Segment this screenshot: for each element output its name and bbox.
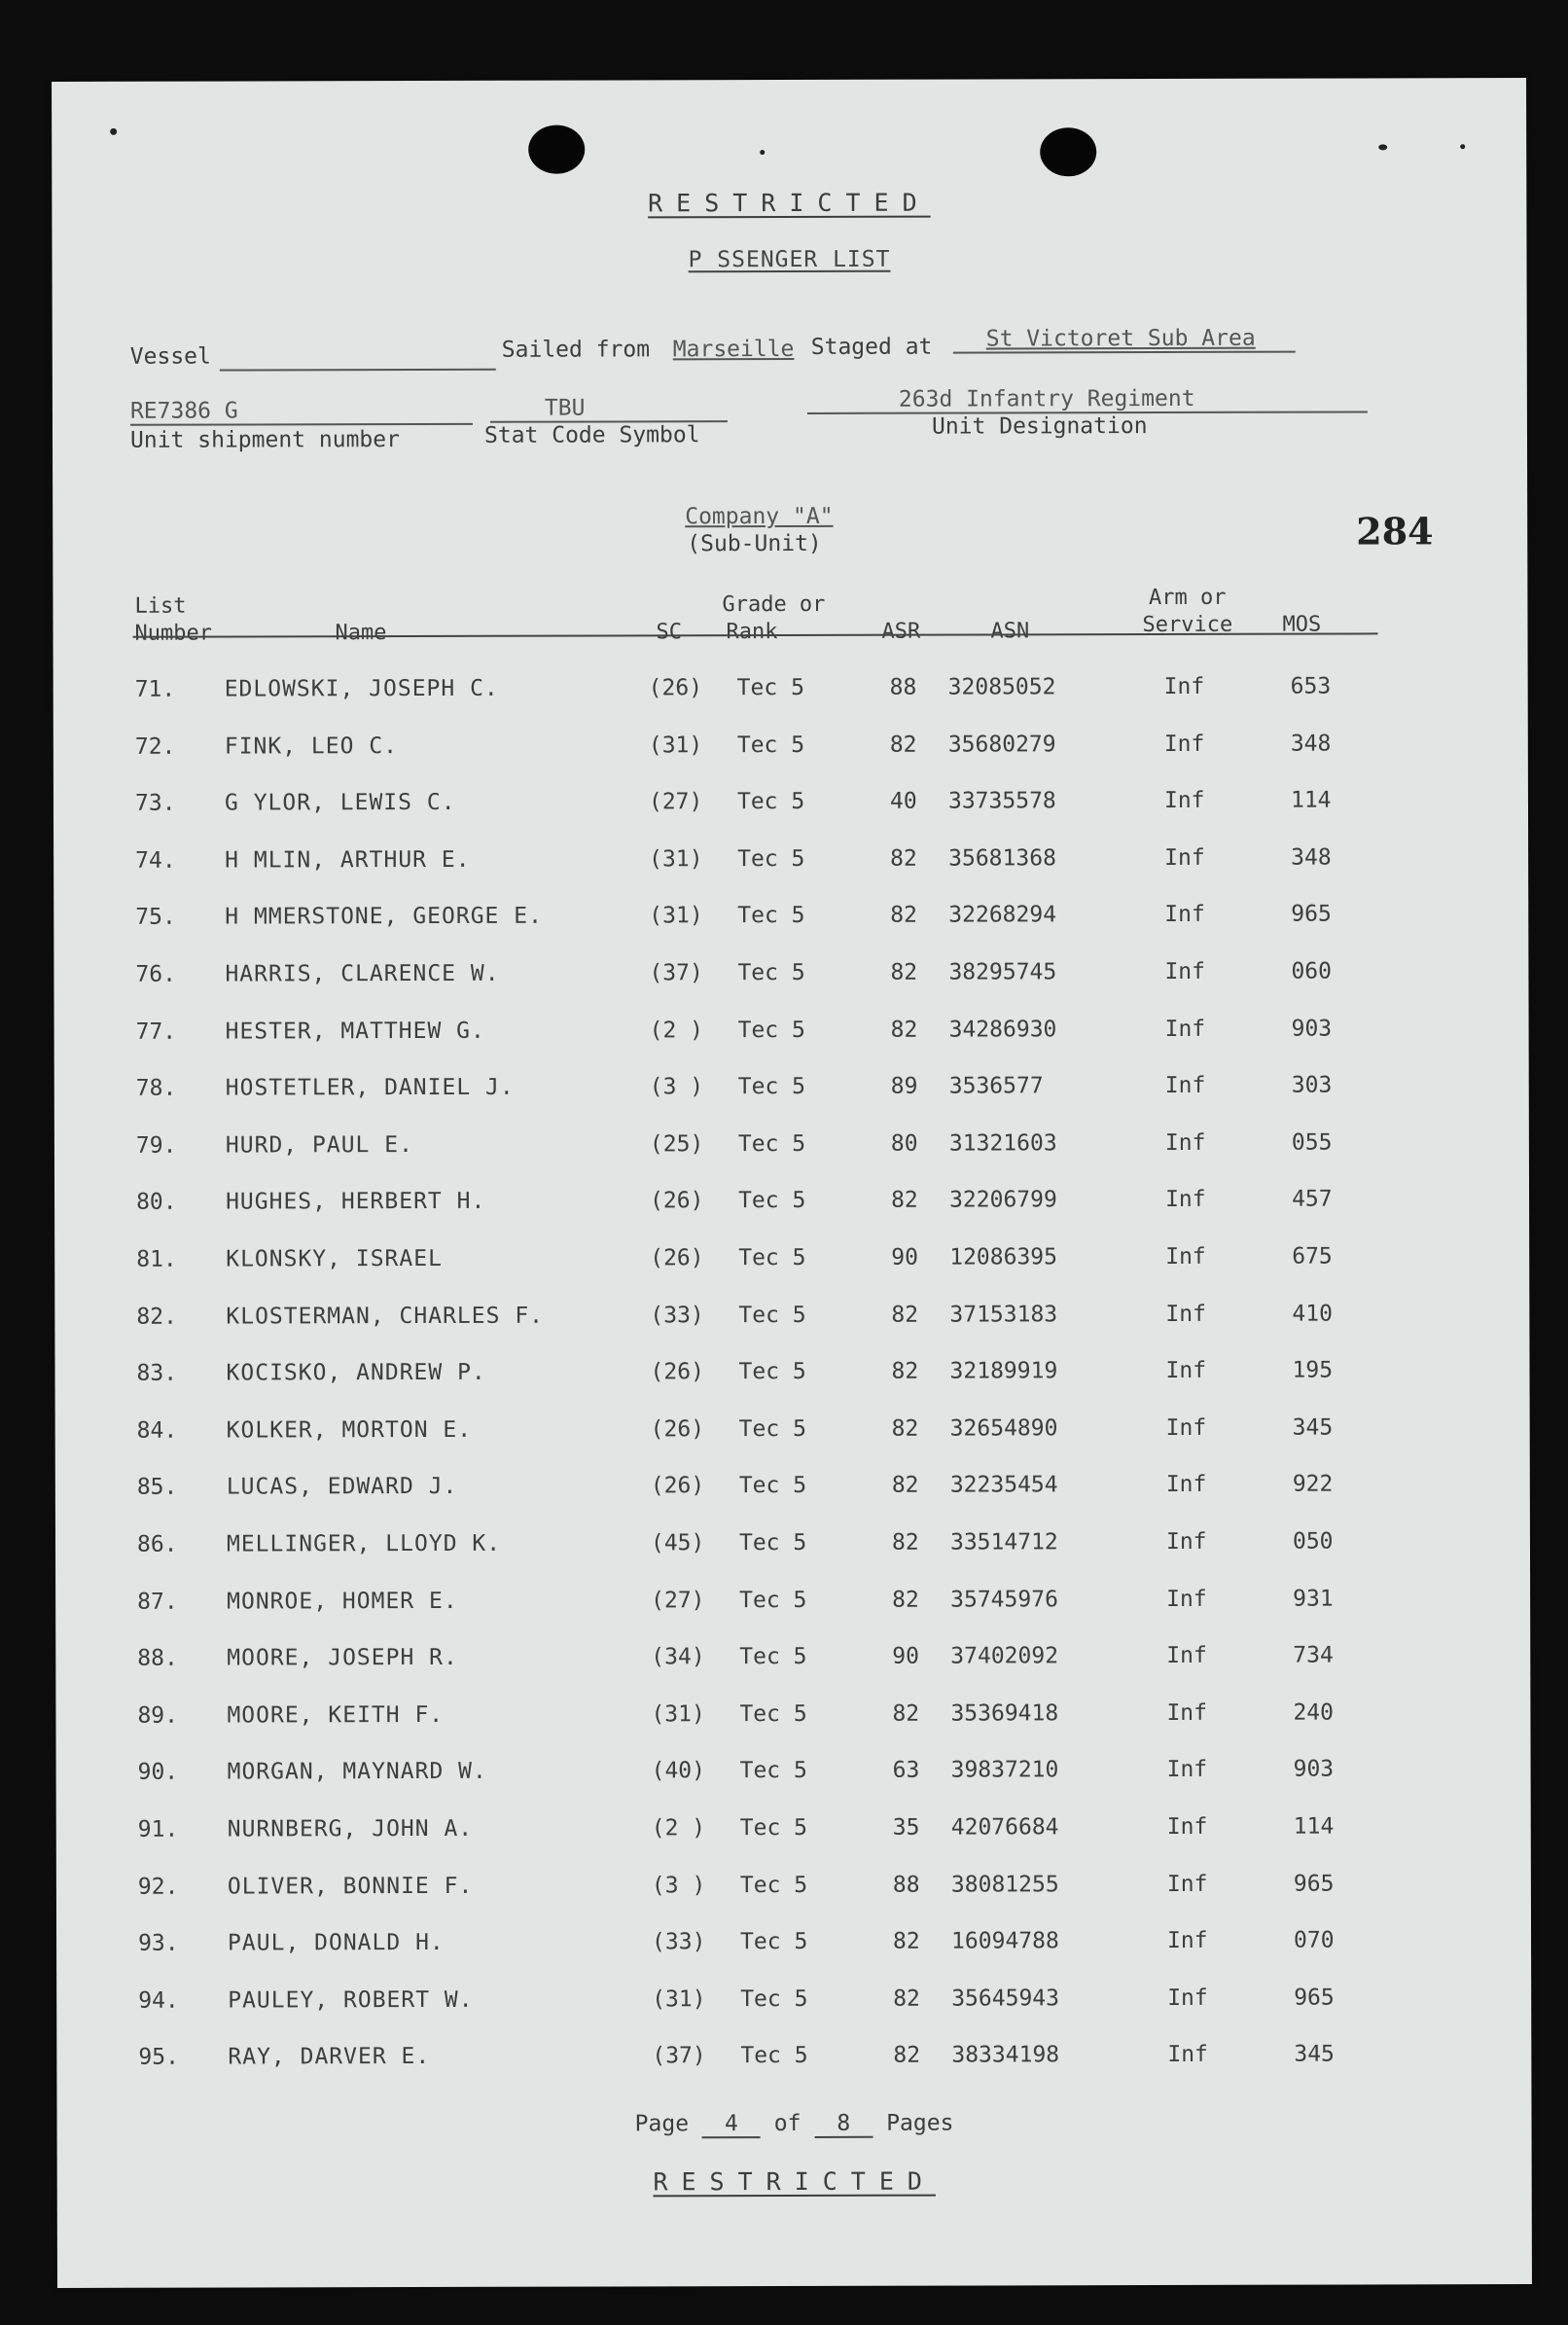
row-asn: 32206799: [949, 1187, 1057, 1213]
row-name: KLOSTERMAN, CHARLES F.: [226, 1303, 545, 1330]
table-row: [56, 1927, 1531, 1970]
row-list-number: 89.: [137, 1702, 179, 1729]
row-arm-service: Inf: [1166, 1699, 1208, 1726]
document-title: P SSENGER LIST: [688, 246, 891, 273]
punch-hole-right: [1040, 127, 1096, 176]
row-mos: 903: [1293, 1756, 1335, 1783]
row-grade: Tec 5: [739, 1700, 807, 1727]
row-asn: 39837210: [950, 1757, 1059, 1783]
row-mos: 457: [1292, 1186, 1333, 1213]
unit-designation-label: Unit Designation: [931, 413, 1148, 440]
table-row: [55, 1528, 1530, 1571]
stat-code-value: TBU: [544, 395, 586, 421]
row-grade: Tec 5: [738, 1302, 806, 1328]
row-arm-service: Inf: [1166, 1871, 1208, 1897]
row-list-number: 94.: [138, 1987, 179, 2014]
row-arm-service: Inf: [1165, 1301, 1206, 1327]
vessel-rule: [220, 369, 496, 372]
row-sc: (26): [650, 1416, 705, 1443]
row-sc: (34): [651, 1644, 705, 1670]
row-asn: 35681368: [948, 845, 1056, 872]
row-mos: 965: [1291, 901, 1332, 928]
row-asr: 82: [890, 903, 918, 929]
header-asr: ASR: [881, 619, 921, 644]
row-asn: 32189919: [949, 1358, 1058, 1384]
row-asr: 80: [890, 1130, 918, 1157]
row-name: MELLINGER, LLOYD K.: [226, 1530, 502, 1557]
row-sc: (3 ): [649, 1074, 704, 1100]
row-name: EDLOWSKI, JOSEPH C.: [224, 675, 499, 702]
row-sc: (3 ): [651, 1872, 706, 1898]
stat-code-label: Stat Code Symbol: [483, 422, 700, 448]
row-asr: 82: [891, 1415, 919, 1442]
row-arm-service: Inf: [1165, 1187, 1206, 1213]
row-grade: Tec 5: [737, 845, 805, 872]
row-grade: Tec 5: [736, 732, 805, 758]
row-list-number: 95.: [138, 2045, 179, 2071]
staged-at-label: Staged at: [810, 334, 933, 360]
row-grade: Tec 5: [739, 1814, 808, 1842]
table-row: [53, 787, 1528, 830]
row-asn: 16094788: [951, 1928, 1059, 1954]
row-name: G YLOR, LEWIS C.: [224, 790, 456, 816]
table-row: [53, 901, 1528, 944]
row-arm-service: Inf: [1166, 1757, 1208, 1783]
table-row: [54, 1357, 1529, 1400]
footer-current-page: 4: [702, 2111, 761, 2138]
row-name: KOCISKO, ANDREW P.: [226, 1360, 486, 1386]
row-list-number: 73.: [134, 790, 176, 816]
row-list-number: 78.: [135, 1075, 177, 1101]
row-name: FINK, LEO C.: [224, 733, 399, 760]
table-row: [54, 1016, 1529, 1058]
row-asr: 82: [891, 1529, 919, 1556]
table-row: [54, 1072, 1529, 1115]
row-asr: 40: [889, 788, 917, 814]
row-grade: Tec 5: [736, 789, 805, 815]
row-name: PAUL, DONALD H.: [228, 1930, 445, 1956]
row-asn: 32268294: [948, 902, 1057, 928]
page-number-stamp: 284: [1356, 509, 1434, 554]
table-row: [56, 1985, 1531, 2027]
classification-bottom: RESTRICTED: [653, 2166, 936, 2197]
table-row: [55, 1414, 1530, 1457]
row-list-number: 75.: [135, 905, 176, 931]
row-asn: 35645943: [951, 1985, 1060, 2012]
row-list-number: 76.: [135, 961, 177, 987]
row-grade: Tec 5: [738, 1244, 806, 1271]
passenger-list-sheet: [52, 78, 1532, 2288]
speck: [760, 150, 765, 155]
table-row: [53, 958, 1528, 1001]
row-mos: 303: [1291, 1072, 1333, 1098]
row-asn: 37153183: [949, 1301, 1058, 1328]
row-arm-service: Inf: [1164, 1129, 1206, 1156]
row-mos: 114: [1290, 787, 1332, 813]
row-sc: (26): [650, 1473, 705, 1499]
row-arm-service: Inf: [1167, 1928, 1208, 1954]
row-name: MOORE, JOSEPH R.: [227, 1645, 458, 1671]
sailed-from-value: Marseille: [672, 336, 795, 363]
row-asr: 82: [889, 732, 917, 758]
row-list-number: 87.: [137, 1589, 178, 1615]
row-asr: 82: [892, 1700, 920, 1727]
row-name: HOSTETLER, DANIEL J.: [225, 1074, 515, 1101]
row-grade: Tec 5: [738, 1188, 806, 1214]
row-asr: 82: [891, 1473, 919, 1499]
footer-page-word: Page: [634, 2111, 690, 2137]
row-sc: (31): [649, 846, 703, 873]
row-grade: Tec 5: [736, 674, 804, 701]
row-arm-service: Inf: [1164, 958, 1206, 984]
row-mos: 345: [1294, 2041, 1335, 2068]
row-name: KOLKER, MORTON E.: [226, 1416, 473, 1444]
row-asn: 38081255: [950, 1871, 1059, 1898]
row-mos: 060: [1291, 958, 1333, 984]
row-sc: (2 ): [649, 1017, 704, 1043]
header-grade: Grade or Rank: [722, 591, 826, 645]
row-sc: (2 ): [651, 1815, 706, 1842]
table-row: [55, 1586, 1530, 1628]
row-asn: 3536577: [948, 1073, 1044, 1099]
speck: [1378, 144, 1387, 150]
row-name: HUGHES, HERBERT H.: [226, 1189, 486, 1215]
punch-hole-left: [528, 125, 585, 174]
row-sc: (26): [650, 1359, 704, 1385]
row-grade: Tec 5: [738, 1529, 807, 1556]
row-arm-service: Inf: [1163, 673, 1205, 699]
row-grade: Tec 5: [738, 1415, 806, 1442]
row-mos: 675: [1292, 1243, 1333, 1270]
row-list-number: 72.: [134, 733, 176, 760]
row-mos: 348: [1290, 731, 1332, 757]
row-name: MOORE, KEITH F.: [227, 1701, 445, 1729]
row-mos: 348: [1291, 844, 1332, 871]
row-list-number: 74.: [135, 847, 176, 874]
row-asn: 34286930: [948, 1016, 1057, 1043]
row-asr: 82: [890, 1017, 918, 1043]
row-mos: 734: [1293, 1642, 1334, 1668]
unit-designation-value: 263d Infantry Regiment: [898, 385, 1195, 412]
speck: [1460, 144, 1465, 149]
row-mos: 965: [1293, 1871, 1335, 1897]
row-sc: (25): [649, 1131, 704, 1158]
row-list-number: 83.: [136, 1360, 178, 1386]
row-asr: 35: [892, 1814, 920, 1841]
row-sc: (27): [651, 1587, 705, 1613]
row-asn: 32235454: [949, 1472, 1058, 1498]
row-name: HURD, PAUL E.: [225, 1131, 413, 1159]
row-asr: 88: [892, 1872, 920, 1898]
row-mos: 922: [1292, 1471, 1334, 1498]
row-name: H MMERSTONE, GEORGE E.: [225, 904, 543, 930]
table-row: [56, 1813, 1531, 1856]
row-asn: 33514712: [949, 1529, 1058, 1556]
row-mos: 050: [1292, 1528, 1334, 1555]
row-list-number: 81.: [136, 1246, 177, 1272]
footer-pages-word: Pages: [886, 2110, 954, 2136]
row-grade: Tec 5: [737, 903, 805, 929]
header-arm: Arm or Service: [1142, 585, 1233, 638]
row-asn: 35745976: [950, 1586, 1058, 1613]
row-grade: Tec 5: [737, 1130, 806, 1157]
unit-shipment-rule: [130, 423, 473, 426]
row-arm-service: Inf: [1164, 902, 1205, 928]
table-row: [55, 1699, 1530, 1742]
table-row: [53, 731, 1528, 773]
row-grade: Tec 5: [740, 2043, 808, 2069]
header-list-number: List Number: [134, 593, 213, 646]
row-list-number: 90.: [137, 1760, 179, 1786]
row-mos: 195: [1292, 1357, 1334, 1383]
row-name: PAULEY, ROBERT W.: [228, 1986, 474, 2014]
row-sc: (45): [650, 1530, 705, 1556]
row-list-number: 79.: [135, 1132, 177, 1159]
row-mos: 240: [1293, 1699, 1335, 1726]
unit-shipment-number-value: RE7386 G: [129, 398, 238, 424]
row-asn: 38295745: [948, 959, 1057, 985]
row-asn: 42076684: [950, 1814, 1059, 1841]
speck: [110, 128, 117, 135]
page-footer: [57, 2109, 1532, 2140]
classification-top: RESTRICTED: [648, 188, 931, 218]
row-asr: 89: [890, 1073, 918, 1099]
table-row: [55, 1471, 1530, 1514]
row-grade: Tec 5: [737, 959, 805, 986]
sub-unit-label: (Sub-Unit): [687, 530, 822, 557]
row-asn: 32654890: [949, 1415, 1058, 1442]
row-list-number: 93.: [138, 1930, 179, 1956]
row-name: H MLIN, ARTHUR E.: [225, 846, 471, 874]
row-grade: Tec 5: [737, 1017, 805, 1043]
table-row: [54, 1186, 1529, 1229]
table-row: [53, 673, 1528, 716]
row-sc: (40): [651, 1758, 706, 1784]
row-list-number: 77.: [135, 1019, 177, 1045]
row-asr: 82: [891, 1358, 919, 1384]
row-list-number: 92.: [137, 1874, 179, 1900]
row-arm-service: Inf: [1164, 1016, 1206, 1042]
row-grade: Tec 5: [737, 1074, 806, 1100]
row-asr: 82: [893, 1985, 920, 2012]
row-sc: (37): [649, 960, 703, 986]
row-mos: 055: [1291, 1129, 1333, 1156]
row-asn: 12086395: [949, 1244, 1058, 1270]
row-mos: 903: [1291, 1016, 1333, 1042]
row-asr: 88: [889, 674, 917, 700]
row-list-number: 91.: [137, 1816, 179, 1842]
footer-total-pages: 8: [814, 2111, 873, 2138]
row-name: MORGAN, MAYNARD W.: [227, 1759, 487, 1785]
row-sc: (31): [648, 732, 703, 758]
row-asr: 82: [893, 1928, 920, 1954]
row-mos: 410: [1292, 1301, 1333, 1327]
row-sc: (26): [648, 675, 703, 701]
row-asr: 82: [893, 2043, 921, 2069]
row-asn: 31321603: [948, 1130, 1057, 1157]
row-arm-service: Inf: [1165, 1472, 1207, 1498]
row-name: HARRIS, CLARENCE W.: [225, 960, 500, 987]
row-asn: 37402092: [950, 1643, 1059, 1669]
row-arm-service: Inf: [1166, 1643, 1207, 1669]
row-asr: 63: [892, 1758, 920, 1784]
row-list-number: 86.: [136, 1531, 178, 1557]
row-sc: (26): [650, 1245, 704, 1271]
row-arm-service: Inf: [1165, 1528, 1207, 1555]
row-grade: Tec 5: [740, 1929, 808, 1955]
row-sc: (33): [650, 1302, 704, 1328]
row-sc: (27): [648, 789, 703, 815]
row-asr: 82: [890, 845, 917, 872]
sub-unit-value: Company "A": [685, 503, 834, 530]
row-asr: 82: [892, 1587, 919, 1613]
row-asn: 35680279: [947, 731, 1056, 758]
row-asn: 33735578: [947, 788, 1056, 814]
row-asr: 82: [891, 1302, 919, 1328]
footer-of-word: of: [773, 2110, 802, 2137]
row-sc: (31): [651, 1701, 705, 1728]
row-list-number: 84.: [136, 1417, 178, 1444]
row-arm-service: Inf: [1167, 1985, 1208, 2011]
row-name: OLIVER, BONNIE F.: [227, 1873, 474, 1900]
row-arm-service: Inf: [1166, 1813, 1208, 1840]
row-name: MONROE, HOMER E.: [227, 1588, 458, 1615]
row-grade: Tec 5: [738, 1359, 806, 1385]
row-name: LUCAS, EDWARD J.: [226, 1474, 458, 1500]
row-asr: 82: [890, 959, 918, 985]
row-arm-service: Inf: [1164, 1073, 1206, 1099]
row-mos: 653: [1290, 673, 1332, 699]
row-list-number: 71.: [134, 676, 176, 702]
row-asr: 90: [892, 1643, 920, 1669]
row-asn: 32085052: [947, 674, 1056, 700]
row-arm-service: Inf: [1165, 1358, 1207, 1384]
row-arm-service: Inf: [1167, 2042, 1208, 2068]
table-row: [56, 1871, 1531, 1914]
row-grade: Tec 5: [739, 1872, 808, 1898]
row-arm-service: Inf: [1163, 788, 1205, 814]
row-list-number: 85.: [136, 1475, 178, 1501]
row-asr: 90: [891, 1244, 918, 1270]
row-mos: 965: [1294, 1985, 1335, 2011]
table-row: [54, 1301, 1529, 1343]
row-name: HESTER, MATTHEW G.: [225, 1018, 485, 1045]
row-asr: 82: [891, 1188, 918, 1214]
table-row: [55, 1642, 1530, 1685]
table-row: [53, 844, 1528, 887]
row-list-number: 80.: [136, 1190, 177, 1216]
row-mos: 345: [1292, 1414, 1334, 1441]
row-sc: (33): [652, 1929, 706, 1955]
unit-shipment-number-label: Unit shipment number: [129, 427, 400, 453]
row-grade: Tec 5: [739, 1758, 807, 1784]
staged-at-rule: [953, 351, 1296, 354]
vessel-label: Vessel: [129, 343, 211, 370]
row-arm-service: Inf: [1165, 1414, 1207, 1441]
row-sc: (26): [650, 1188, 704, 1214]
header-asn: ASN: [990, 619, 1030, 644]
row-asn: 38334198: [951, 2042, 1060, 2068]
row-mos: 931: [1293, 1586, 1334, 1612]
row-name: RAY, DARVER E.: [228, 2044, 431, 2070]
table-row: [54, 1129, 1529, 1172]
row-sc: (37): [652, 2043, 706, 2069]
staged-at-value: St Victoret Sub Area: [985, 325, 1256, 352]
row-arm-service: Inf: [1166, 1586, 1207, 1612]
sailed-from-label: Sailed from: [501, 337, 651, 363]
row-arm-service: Inf: [1164, 844, 1205, 871]
row-sc: (31): [649, 903, 703, 929]
row-arm-service: Inf: [1165, 1243, 1206, 1270]
row-list-number: 82.: [136, 1304, 177, 1330]
row-mos: 070: [1294, 1927, 1335, 1953]
header-name: Name: [335, 621, 387, 646]
row-asn: 35369418: [950, 1700, 1059, 1727]
table-row: [56, 2041, 1531, 2084]
row-arm-service: Inf: [1163, 731, 1205, 757]
row-grade: Tec 5: [738, 1473, 807, 1499]
row-grade: Tec 5: [739, 1644, 807, 1670]
row-name: KLONSKY, ISRAEL: [226, 1245, 443, 1272]
table-row: [54, 1243, 1529, 1286]
header-sc: SC: [656, 620, 683, 645]
row-sc: (31): [652, 1986, 706, 2013]
row-name: NURNBERG, JOHN A.: [227, 1815, 474, 1842]
row-grade: Tec 5: [739, 1587, 807, 1613]
header-mos: MOS: [1282, 612, 1322, 637]
row-grade: Tec 5: [740, 1985, 808, 2012]
row-list-number: 88.: [137, 1645, 178, 1671]
table-row: [56, 1756, 1531, 1799]
row-mos: 114: [1293, 1813, 1335, 1840]
